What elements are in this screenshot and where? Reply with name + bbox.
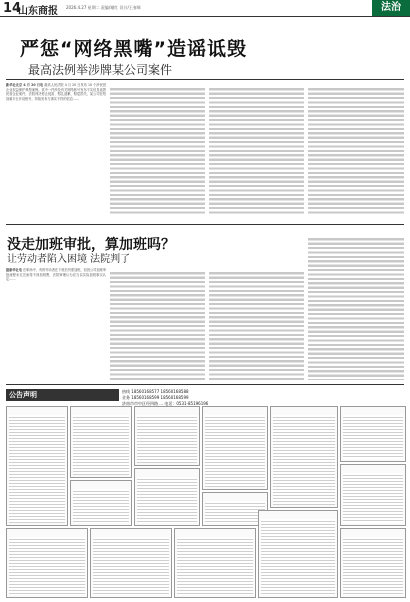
ad-block xyxy=(6,406,68,526)
date-line: 2026.4.27 星期二 责编/谢红 设计/王春辉 xyxy=(66,5,141,10)
ad-block xyxy=(70,480,132,526)
ad-block xyxy=(134,406,200,466)
ad-block xyxy=(202,406,268,490)
ad-block xyxy=(90,528,172,598)
story1-subheadline: 最高法例举涉牌某公司案件 xyxy=(28,63,173,77)
page-number: 14 xyxy=(3,1,22,16)
story2-body-col3 xyxy=(209,270,304,380)
notice-hotline-2: 业务 18560168599 18560168599 xyxy=(122,395,189,400)
story2-body: 在职场中，有的劳动者在下班后仍需加班，但因公司加班审批流程未走完而得不到加班费，法院审理认为应当以实际加班事实认定…… xyxy=(6,268,106,282)
ad-block xyxy=(134,468,200,526)
section-divider xyxy=(6,224,404,225)
notice-hotline-1: 热线 18560168577 18560168588 xyxy=(122,389,189,394)
ad-block xyxy=(340,528,406,598)
story1-divider xyxy=(6,79,404,80)
story2-body-col1 xyxy=(6,268,106,380)
story2-body-col4 xyxy=(308,236,404,380)
section-tag: 法治 xyxy=(372,0,410,16)
story2-lead: 据新华社电 xyxy=(6,268,22,272)
ad-block xyxy=(270,406,338,508)
story1-byline: 新华社北京 4 月 20 日电 xyxy=(6,83,44,87)
story1-body-col1 xyxy=(6,83,106,223)
story1-body-col2 xyxy=(110,86,205,216)
ad-block xyxy=(174,528,256,598)
ad-block xyxy=(340,464,406,526)
ad-block xyxy=(340,406,406,462)
story1-headline: 严惩“网络黑嘴”造谣诋毁 xyxy=(20,38,247,60)
story2-subheadline: 让劳动者陷入困境 法院判了 xyxy=(7,254,131,265)
story2-headline: 没走加班审批，算加班吗？ xyxy=(7,237,175,253)
story1-body-col3 xyxy=(209,86,304,216)
notice-header: 公告声明 xyxy=(6,389,119,401)
ads-divider xyxy=(6,384,404,385)
ad-block xyxy=(70,406,132,478)
masthead xyxy=(0,0,410,17)
story2-body-col2 xyxy=(110,270,205,380)
story1-body: 最高人民法院 4 月 20 日发布 10 个涉民营企业权益保护典型案例。其中一件涉及有关网络账号发布不实信息诋毁民营企业案件，法院判决停止侵害、赔礼道歉、赔偿损失。某公司在短视频平台开设账号，持续发布与事实不符的信息…… xyxy=(6,83,106,101)
notice-address: 济南市市中区经四路 ... 电话：0531-85196196 xyxy=(122,401,209,406)
ad-block xyxy=(6,528,88,598)
ad-block xyxy=(258,510,338,598)
story1-body-col4 xyxy=(308,86,404,216)
paper-name: 山东商报 xyxy=(18,6,58,17)
